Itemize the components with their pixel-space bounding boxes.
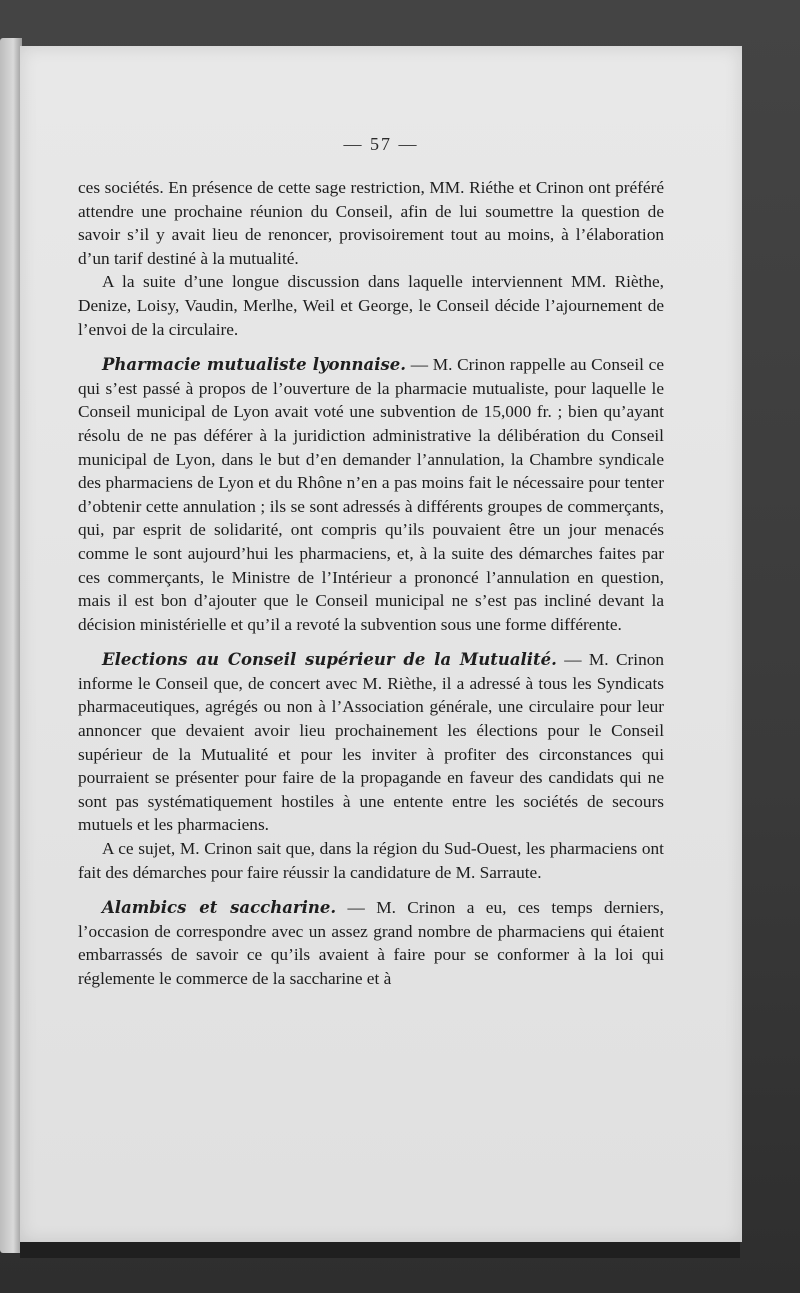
book-page (20, 46, 742, 1242)
page-body (78, 176, 664, 991)
section-heading: Elections au Conseil supérieur de la Mutualité. (102, 650, 557, 670)
section-alambics (78, 896, 664, 990)
facing-page-edge (0, 38, 22, 1253)
section-heading: Pharmacie mutualiste lyonnaise. (102, 355, 407, 375)
paragraph-continuation: ces sociétés. En présence de cette sage restriction, MM. Riéthe et Crinon ont préféré attendre une prochaine réunion du Conseil, afin de lui soumettre la question de savoir s’il y avait lieu de renoncer, provisoirement tout au moins, à l’élaboration d’un tarif destiné à la mutualité. (78, 178, 664, 268)
page-number: — 57 — (343, 134, 419, 154)
section-elections (78, 648, 664, 837)
section-heading: Alambics et saccharine. (102, 898, 337, 918)
section-text: — M. Crinon informe le Conseil que, de concert avec M. Rièthe, il a adressé à tous les Syndicats pharmaceutiques, agrégés ou non à l’Association générale, une circulaire pour leur annoncer que devaient avoir lieu prochainement les élections pour le Conseil supérieur de la Mutualité et pour les inviter à profiter des circonstances qui pourraient se présenter pour faire de la propagande en faveur des candidats qui ne sont pas systématiquement hostiles à une entente entre les sociétés de secours mutuels et les pharmaciens. (78, 650, 664, 835)
paragraph-discussion: A la suite d’une longue discussion dans laquelle interviennent MM. Rièthe, Denize, Loisy, Vaudin, Merlhe, Weil et George, le Conseil décide l’ajournement de l’envoi de la circulaire. (78, 272, 664, 339)
section-pharmacie-mutualiste (78, 353, 664, 636)
page-bottom-shadow (20, 1240, 740, 1258)
paragraph-sud-ouest: A ce sujet, M. Crinon sait que, dans la région du Sud-Ouest, les pharmaciens ont fait des démarches pour faire réussir la candidature de M. Sarraute. (78, 839, 664, 882)
section-text: — M. Crinon a eu, ces temps derniers, l’occasion de correspondre avec un assez grand nombre de pharmaciens qui étaient embarrassés de savoir ce qu’ils avaient à faire pour se conformer à la loi qui réglemente le commerce de la saccharine et à (78, 898, 664, 988)
section-text: — M. Crinon rappelle au Conseil ce qui s’est passé à propos de l’ouverture de la pharmacie mutualiste, pour laquelle le Conseil municipal de Lyon avait voté une subvention de 15,000 fr. ; bien qu’ayant résolu de ne pas déférer à la juridiction administrative la délibération du Conseil municipal de Lyon, dans le but d’en demander l’annulation, la Chambre syndicale des pharmaciens de Lyon et du Rhône n’en a pas moins fait le nécessaire pour tenter d’obtenir cette annulation ; ils se sont adressés à différents groupes de commerçants, qui, par esprit de solidarité, ont compris qu’ils pouvaient être un jour menacés comme le sont aujourd’hui les pharmaciens, et, à la suite des démarches faites par ces commerçants, le Ministre de l’Intérieur a prononcé l’annulation en question, mais il est bon d’ajouter que le Conseil municipal ne s’est pas incliné devant la décision ministérielle et qu’il a revoté la subvention sous une forme différente. (78, 355, 664, 634)
